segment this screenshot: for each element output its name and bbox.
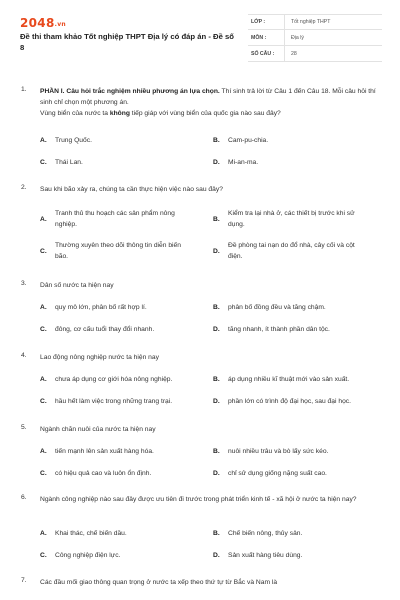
- section-label: PHẦN I. Câu hỏi trắc nghiệm nhiều phương án lựa chọn.: [40, 88, 220, 95]
- meta-label: MÔN :: [248, 30, 285, 45]
- question-stem: Lao động nông nghiệp nước ta hiện nay: [40, 354, 159, 361]
- question-number: 4.: [21, 352, 27, 359]
- question-number: 5.: [21, 424, 27, 431]
- meta-value: Địa lý: [291, 34, 304, 41]
- question-stem: Ngành công nghiệp nào sau đây được ưu tiên đi trước trong phát triển kinh tế - xã hội ở nước ta hiện nay?: [40, 496, 357, 503]
- meta-row-subject: [248, 30, 382, 46]
- meta-row-count: [248, 46, 382, 62]
- question-number: 2.: [21, 184, 27, 191]
- document-header: [0, 0, 400, 70]
- question-number: 7.: [21, 577, 27, 584]
- meta-label: LỚP :: [248, 15, 285, 29]
- meta-row-class: [248, 14, 382, 30]
- document-title: Đề thi tham khảo Tốt nghiệp THPT Địa lý có đáp án - Đề số 8: [20, 32, 234, 52]
- question-stem: Các đầu mối giao thông quan trọng ở nước ta xếp theo thứ tự từ Bắc và Nam là: [40, 579, 278, 586]
- emphasis-not: không: [109, 110, 130, 117]
- meta-label: SỐ CÂU :: [248, 46, 285, 61]
- question-number: 3.: [21, 280, 27, 287]
- question-stem: PHẦN I. Câu hỏi trắc nghiệm nhiều phương án lựa chọn. Thí sinh trả lời từ Câu 1 đến Câu 18. Mỗi câu hỏi thí sinh chỉ chọn một phương án. Vùng biển của nước ta không tiếp giáp với vùng biển của quốc gia nào sau đây?: [40, 88, 376, 117]
- section-intro: Thí sinh trả lời từ Câu 1 đến Câu 18. Mỗi câu hỏi thí sinh chỉ chọn một phương án.: [40, 88, 376, 106]
- meta-table: [248, 14, 382, 62]
- question-number: 1.: [21, 86, 27, 93]
- question-stem: Sau khi bão xảy ra, chúng ta cần thực hiện việc nào sau đây?: [40, 186, 223, 193]
- question-stem: Dân số nước ta hiện nay: [40, 282, 114, 289]
- question-stem: Ngành chăn nuôi của nước ta hiện nay: [40, 426, 156, 433]
- meta-value: Tốt nghiệp THPT: [291, 19, 331, 25]
- question-number: 6.: [21, 494, 27, 501]
- site-logo[interactable]: 2048.vn: [20, 16, 66, 30]
- meta-value: 28: [291, 50, 297, 57]
